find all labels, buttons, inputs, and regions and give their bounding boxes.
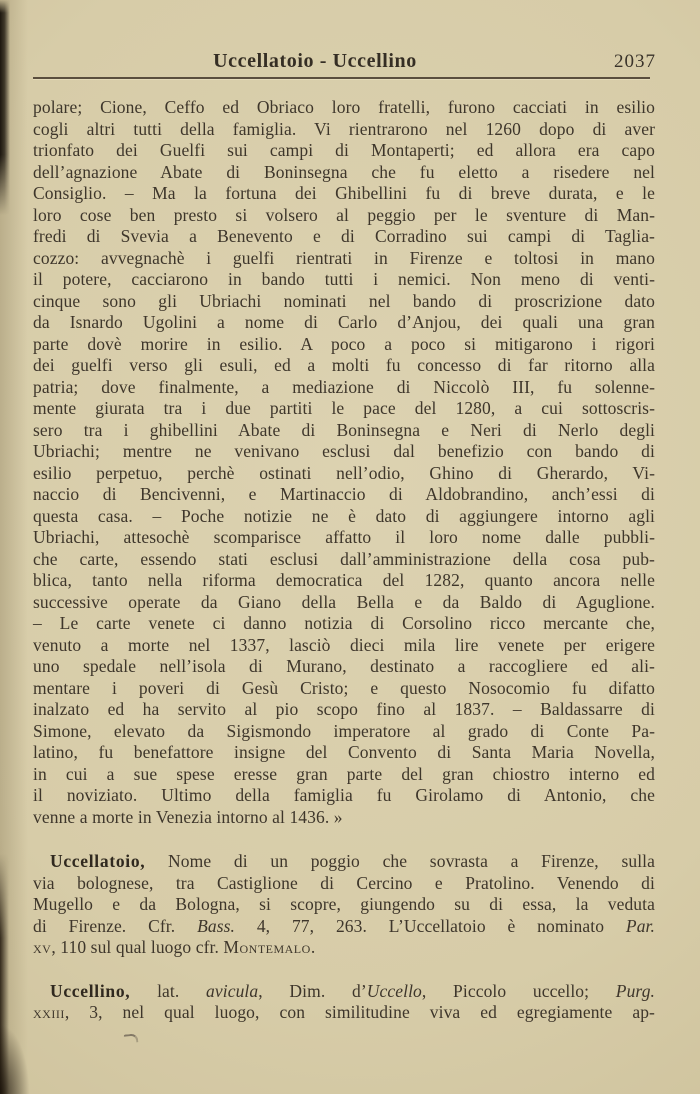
text-segment: cozzo: avvegnachè i guelfi rientrati in Firenze e toltosi in mano <box>33 247 655 268</box>
text-line <box>33 377 655 399</box>
text-segment: trionfato dei Guelfi sui campi di Montaperti; ed allora era capo <box>33 140 655 160</box>
text-segment: successive operate da Giano della Bella e da Baldo di Aguglione. <box>33 591 655 612</box>
text-line <box>33 140 655 162</box>
scan-edge-corner <box>0 1024 30 1094</box>
text-line <box>33 785 655 807</box>
text-line <box>33 656 655 678</box>
text-segment: patria; dove finalmente, a mediazione di Niccolò III, fu solenne- <box>33 376 655 397</box>
text-segment: Ubriachi, attesochè scomparisce affatto il loro nome dalle pubbli- <box>33 527 655 547</box>
text-line <box>33 162 655 184</box>
text-segment: Par. <box>625 915 655 936</box>
text-segment: xv <box>33 937 52 957</box>
text-segment: uno spedale nell’isola di Murano, destinato a raccogliere ed ali- <box>33 656 655 676</box>
text-line <box>33 807 655 829</box>
text-line <box>33 506 655 528</box>
text-line <box>33 613 655 635</box>
text-line <box>33 894 655 916</box>
text-line <box>33 721 655 743</box>
text-line <box>33 851 655 873</box>
entry-uccellino <box>33 981 655 1024</box>
text-line <box>33 334 655 356</box>
text-segment: avicula <box>206 980 259 1001</box>
text-segment: Purg. <box>615 980 656 1001</box>
text-segment: di Firenze. Cfr. <box>33 915 198 936</box>
text-segment: , Dim. d’ <box>258 980 367 1001</box>
text-segment: Ubriachi; mentre ne venivano esclusi dal benefizio con bando di <box>33 441 655 461</box>
text-line <box>33 873 655 895</box>
text-segment: il noviziato. Ultimo della famiglia fu Girolamo di Antonio, che <box>33 785 655 805</box>
text-segment: questa casa. – Poche notizie ne è dato di aggiungere intorno agli <box>33 505 655 526</box>
text-segment: mente giurata tra i due partiti le pace del 1280, a cui sottoscris- <box>33 398 655 418</box>
text-segment: – Le carte venete ci danno notizia di Corsolino ricco mercante che, <box>33 613 655 633</box>
text-segment: inalzato ed ha servito al pio scopo fino al 1837. – Baldassarre di <box>33 699 655 719</box>
text-line <box>33 248 655 270</box>
header-rule <box>33 77 650 79</box>
text-segment: naccio di Bencivenni, e Martinaccio di Aldobrandino, anch’essi di <box>33 484 655 504</box>
text-line <box>33 742 655 764</box>
paragraph-ubriachi-continuation <box>33 97 655 828</box>
text-line <box>33 97 655 119</box>
text-segment: Nome di un poggio che sovrasta a Firenze, sulla <box>145 851 655 871</box>
text-segment: mentare i poveri di Gesù Cristo; e questo Nosocomio fu difatto <box>33 677 655 698</box>
text-line <box>33 205 655 227</box>
text-line <box>33 269 655 291</box>
text-segment: cinque sono gli Ubriachi nominati nel bando di proscrizione dato <box>33 290 655 311</box>
text-line <box>33 1002 655 1024</box>
text-segment: Consiglio. – Ma la fortuna dei Ghibellini fu di breve durata, e le <box>33 183 655 203</box>
text-segment: dei guelfi verso gli esuli, ed a molti fu concesso di far ritorno alla <box>33 355 655 375</box>
text-segment: blica, tanto nella riforma democratica del 1282, quanto ancora nelle <box>33 570 655 590</box>
text-line <box>33 764 655 786</box>
text-line <box>33 441 655 463</box>
text-segment: parte dovè morire in esilio. A poco a poco si mitigarono i rigori <box>33 333 655 354</box>
text-line <box>33 312 655 334</box>
entry-headword: Uccellino, <box>50 980 131 1001</box>
text-line <box>33 183 655 205</box>
text-line <box>33 484 655 506</box>
text-line <box>33 635 655 657</box>
text-line <box>33 592 655 614</box>
text-segment: Uccello <box>366 980 422 1001</box>
page-number: 2037 <box>614 51 656 72</box>
text-line <box>33 678 655 700</box>
text-line <box>33 226 655 248</box>
text-segment: da Isnardo Ugolini a nome di Carlo d’Anjou, dei quali una gran <box>33 312 655 332</box>
text-segment: Bass. <box>197 915 235 936</box>
text-segment: il potere, cacciarono in bando tutti i nemici. Non meno di venti- <box>33 269 655 289</box>
entry-headword: Uccellatoio, <box>50 851 146 871</box>
text-segment: , 110 sul qual luogo cfr. <box>51 937 224 957</box>
text-line <box>33 527 655 549</box>
text-segment: venuto a morte nel 1337, lasciò dieci mila lire venete per erigere <box>33 634 655 655</box>
text-line <box>33 937 655 959</box>
text-segment: esilio perpetuo, perchè ostinati nell’odio, Ghino di Gherardo, Vi- <box>33 462 655 483</box>
text-segment: , 3, nel qual luogo, con similitudine viva ed egregiamente ap- <box>64 1002 655 1022</box>
text-line <box>33 981 655 1003</box>
running-header-title: Uccellatoio - Uccellino <box>213 50 417 72</box>
text-segment: latino, fu benefattore insigne del Convento di Santa Maria Novella, <box>33 742 655 762</box>
text-segment: venne a morte in Venezia intorno al 1436. » <box>33 806 343 827</box>
text-line <box>33 355 655 377</box>
text-segment: . <box>310 937 316 957</box>
text-segment: in cui a sue spese eresse gran parte del gran chiostro interno ed <box>33 763 655 784</box>
text-segment: Mugello e da Bologna, si scopre, giungendo su di essa, la veduta <box>33 894 655 914</box>
text-line <box>33 916 655 938</box>
text-segment: lat. <box>130 980 207 1001</box>
text-line <box>33 420 655 442</box>
text-line <box>33 699 655 721</box>
text-segment: che carte, essendo stati esclusi dall’amministrazione della cosa pub- <box>33 548 655 569</box>
text-segment: 4, 77, 263. L’Uccellatoio è nominato <box>235 915 626 936</box>
text-segment: cogli altri tutti della famiglia. Vi rientrarono nel 1260 dopo di aver <box>33 118 655 139</box>
text-line <box>33 463 655 485</box>
text-segment: Montemalo <box>223 937 311 957</box>
text-segment: xxiii <box>33 1002 65 1022</box>
text-segment: , Piccolo uccello; <box>421 980 616 1001</box>
text-segment: dell’agnazione Abate di Boninsegna che fu eletto a risedere nel <box>33 161 655 182</box>
text-segment: Simone, elevato da Sigismondo imperatore al grado di Conte Pa- <box>33 720 655 741</box>
text-segment: fredi di Svevia a Benevento e di Corradino sui campi di Taglia- <box>33 226 655 246</box>
text-line <box>33 549 655 571</box>
text-segment: sero tra i ghibellini Abate di Boninsegna e Neri di Nerlo degli <box>33 419 655 440</box>
scan-artifact-curl <box>124 1033 139 1043</box>
page-body <box>33 97 655 1024</box>
text-line <box>33 570 655 592</box>
scan-edge-top-left <box>0 0 10 215</box>
text-segment: via bolognese, tra Castiglione di Cercino e Pratolino. Venendo di <box>33 872 655 893</box>
text-line <box>33 398 655 420</box>
entry-uccellatoio <box>33 851 655 959</box>
text-segment: loro cose ben presto si volsero al peggio per le sventure di Man- <box>33 204 655 225</box>
text-line <box>33 291 655 313</box>
text-segment: polare; Cione, Ceffo ed Obriaco loro fratelli, furono cacciati in esilio <box>33 97 655 117</box>
text-line <box>33 119 655 141</box>
